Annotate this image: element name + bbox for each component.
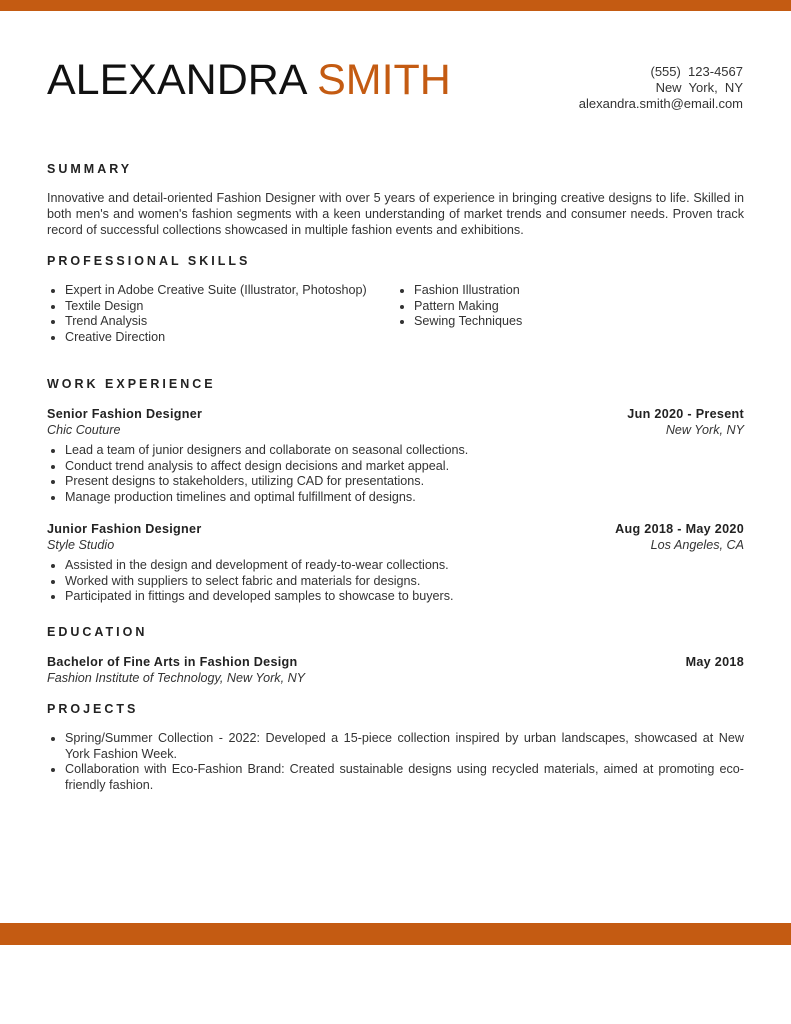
job-company: Style Studio: [47, 538, 115, 552]
list-item: Spring/Summer Collection - 2022: Developed a 15-piece collection inspired by urban landscapes, showcased at New York Fashion Week.: [47, 731, 744, 762]
list-item: Conduct trend analysis to affect design decisions and market appeal.: [47, 459, 744, 475]
list-item: Manage production timelines and optimal fulfillment of designs.: [47, 490, 744, 506]
education-heading: EDUCATION: [47, 625, 148, 639]
summary-heading: SUMMARY: [47, 162, 133, 176]
contact-location: New York, NY: [655, 80, 743, 95]
job-subheader: [47, 422, 744, 438]
list-item: Sewing Techniques: [396, 314, 736, 330]
list-item: Assisted in the design and development of ready-to-wear collections.: [47, 558, 744, 574]
job-header: [47, 406, 744, 422]
job-header: [47, 521, 744, 537]
list-item: Trend Analysis: [47, 314, 387, 330]
list-item: Textile Design: [47, 299, 387, 315]
education-subheader: [47, 670, 744, 686]
job-location: New York, NY: [665, 423, 744, 437]
list-item: Participated in fittings and developed samples to showcase to buyers.: [47, 589, 744, 605]
graduation-date: May 2018: [685, 655, 744, 669]
skills-heading: PROFESSIONAL SKILLS: [47, 254, 251, 268]
job-title: Senior Fashion Designer: [47, 407, 203, 421]
job-title: Junior Fashion Designer: [47, 522, 202, 536]
job-company: Chic Couture: [47, 423, 121, 437]
list-item: Worked with suppliers to select fabric and materials for designs.: [47, 574, 744, 590]
top-accent-bar: [0, 0, 791, 11]
skills-list-left: [47, 283, 387, 346]
list-item: Collaboration with Eco-Fashion Brand: Created sustainable designs using recycled materials, aimed at promoting eco-friendly fashion.: [47, 762, 744, 793]
projects-heading: PROJECTS: [47, 702, 139, 716]
list-item: Fashion Illustration: [396, 283, 736, 299]
job-subheader: [47, 537, 744, 553]
bottom-accent-bar: [0, 923, 791, 945]
contact-block: [579, 64, 743, 112]
list-item: Lead a team of junior designers and collaborate on seasonal collections.: [47, 443, 744, 459]
education-header: [47, 654, 744, 670]
list-item: Present designs to stakeholders, utilizing CAD for presentations.: [47, 474, 744, 490]
degree: Bachelor of Fine Arts in Fashion Design: [47, 655, 298, 669]
job-location: Los Angeles, CA: [650, 538, 744, 552]
first-name: ALEXANDRA: [47, 56, 306, 104]
contact-phone: (555) 123-4567: [650, 64, 743, 79]
summary-text: Innovative and detail-oriented Fashion Designer with over 5 years of experience in bringing creative designs to life. Skilled in both men's and women's fashion segments with a keen understanding of market trends and consumer needs. Proven track record of successful collections showcased in multiple fashion events and exhibitions.: [47, 191, 744, 237]
job-dates: Aug 2018 - May 2020: [615, 522, 744, 536]
candidate-name: [47, 55, 451, 105]
projects-list: [47, 731, 744, 794]
list-item: Expert in Adobe Creative Suite (Illustrator, Photoshop): [47, 283, 387, 299]
job-dates: Jun 2020 - Present: [627, 407, 744, 421]
list-item: Pattern Making: [396, 299, 736, 315]
job-bullets: [47, 558, 744, 605]
school: Fashion Institute of Technology, New York, NY: [47, 671, 306, 685]
last-name: SMITH: [317, 56, 451, 104]
list-item: Creative Direction: [47, 330, 387, 346]
skills-list-right: [396, 283, 736, 330]
contact-email: alexandra.smith@email.com: [578, 96, 743, 111]
job-bullets: [47, 443, 744, 506]
experience-heading: WORK EXPERIENCE: [47, 377, 216, 391]
